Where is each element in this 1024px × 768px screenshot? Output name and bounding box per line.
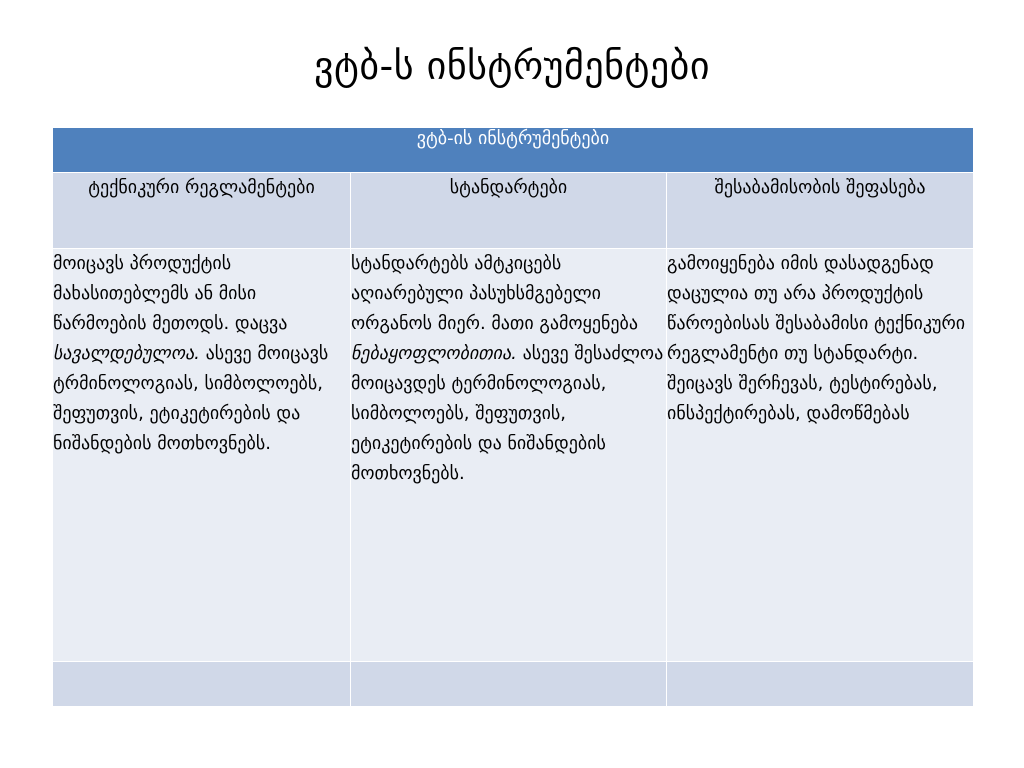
cell-conformity-assessment xyxy=(667,249,974,662)
empty-cell xyxy=(351,662,667,707)
column-header-conformity-assessment: შესაბამისობის შეფასება xyxy=(667,173,974,249)
table-row xyxy=(53,249,974,662)
table-header-row xyxy=(53,128,974,173)
cell-standards xyxy=(351,249,667,662)
cell-standards-text xyxy=(351,249,666,489)
column-header-row xyxy=(53,173,974,249)
slide-title: ვტბ-ს ინსტრუმენტები xyxy=(314,44,710,88)
standards-text-italic: ნებაყოფლობითია. xyxy=(351,343,517,364)
table-row-empty xyxy=(53,662,974,707)
technical-text-italic: სავალდებულოა. xyxy=(53,343,200,364)
column-header-technical-regulations: ტექნიკური რეგლამენტები xyxy=(53,173,351,249)
table-header: ვტბ-ის ინსტრუმენტები xyxy=(53,128,974,173)
standards-text-part2: ასევე შესაძლოა მოიცავდეს ტერმინოლოგიას, სიმბოლოებს, შეფუთვის, ეტიკეტირების და ნიშანდების მოთხოვნებს. xyxy=(351,343,664,484)
conformity-text: გამოიყენება იმის დასადგენად დაცულია თუ არა პროდუქტის წაროებისას შესაბამისი ტექნიკური რეგლამენტი თუ სტანდარტი. შეიცავს შერჩევას, ტესტირებას, ინსპექტირებას, დამოწმებას xyxy=(667,253,966,424)
standards-text-part1: სტანდარტებს ამტკიცებს აღიარებული პასუხსმგებელი ორგანოს მიერ. მათი გამოყენება xyxy=(351,253,638,334)
empty-cell xyxy=(667,662,974,707)
column-header-standards: სტანდარტები xyxy=(351,173,667,249)
technical-text-part1: მოიცავს პროდუქტის მახასითებლემს ან მისი წარმოების მეთოდს. დაცვა xyxy=(53,253,288,334)
technical-text-part2: ასევე მოიცავს ტრმინოლოგიას, სიმბოლოებს, შეფუთვის, ეტიკეტირების და ნიშანდების მოთხოვნებს. xyxy=(53,343,329,454)
empty-cell xyxy=(53,662,351,707)
cell-technical-text xyxy=(53,249,350,459)
cell-technical-regulations xyxy=(53,249,351,662)
instruments-table xyxy=(52,127,974,707)
